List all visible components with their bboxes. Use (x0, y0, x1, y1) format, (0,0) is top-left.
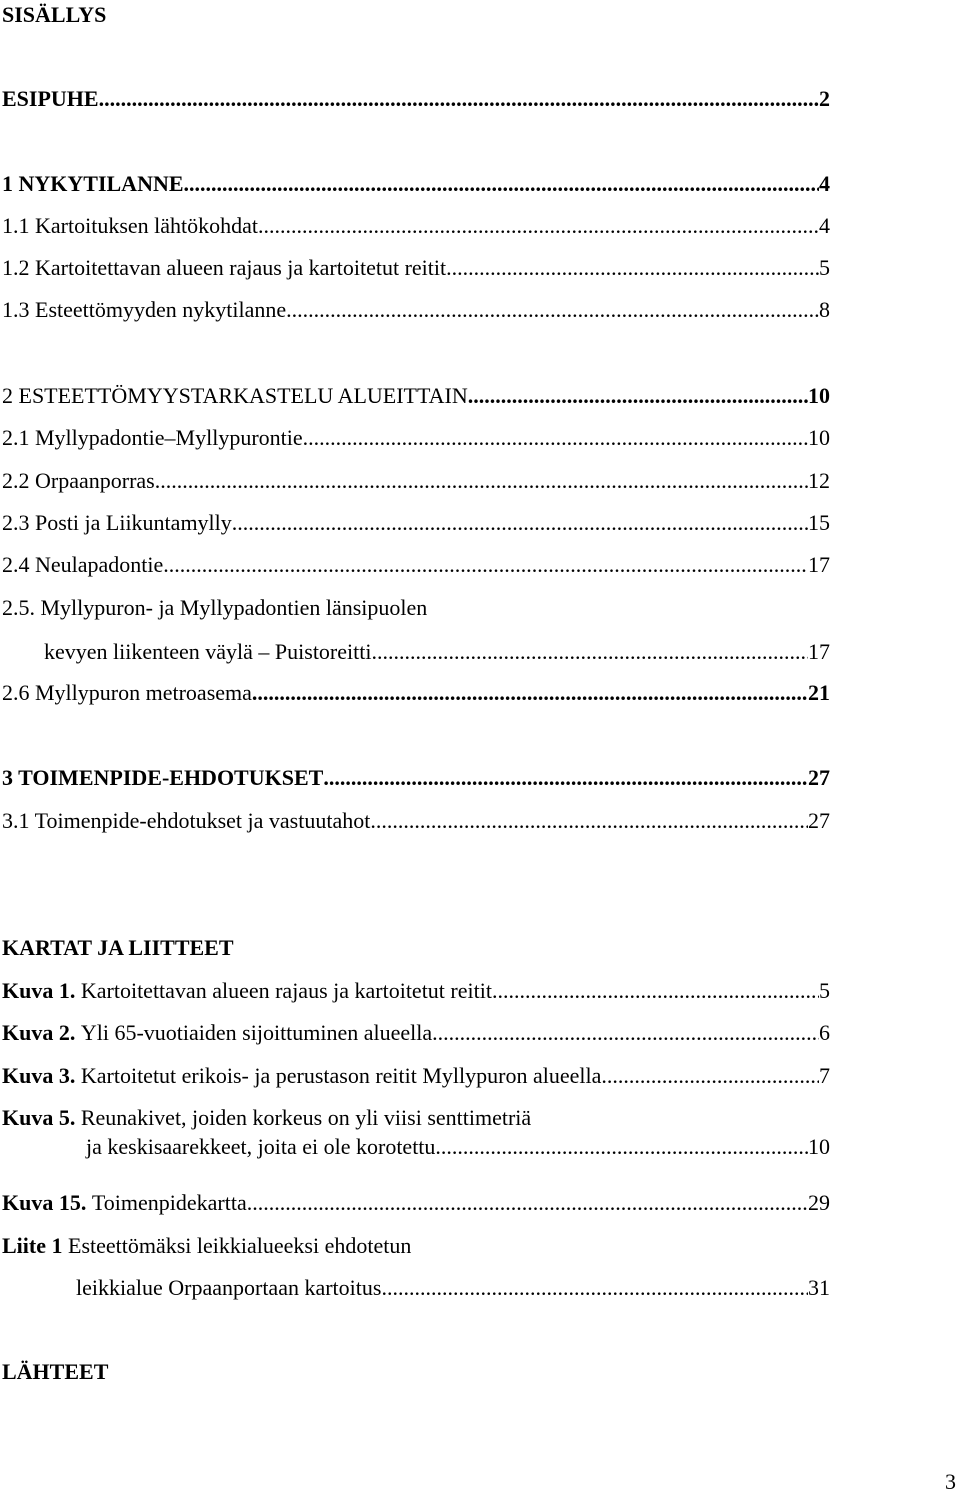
toc-entry[interactable]: 2.5. Myllypuron- ja Myllypadontien länsipuolen (2, 595, 428, 620)
leader-dots (303, 425, 808, 451)
leader-dots (247, 1190, 808, 1216)
page-title: SISÄLLYS (2, 2, 107, 27)
toc-entry[interactable]: 1 NYKYTILANNE ..... 4 (2, 171, 830, 197)
leader-dots (432, 1020, 819, 1046)
leader-dots (163, 552, 808, 578)
leader-dots (99, 86, 819, 112)
toc-entry[interactable]: 2 ESTEETTÖMYYSTARKASTELU ALUEITTAIN ..... 10 (2, 383, 830, 409)
leader-dots (232, 510, 808, 536)
figure-entry[interactable]: ja keskisaarekkeet, joita ei ole korotettu ..... 10 (86, 1134, 830, 1160)
leader-dots (252, 680, 808, 706)
toc-entry[interactable]: 2.4 Neulapadontie ..... 17 (2, 552, 830, 578)
toc-entry[interactable]: 2.3 Posti ja Liikuntamylly ..... 15 (2, 510, 830, 536)
figure-entry[interactable]: Kuva 5. Reunakivet, joiden korkeus on yli viisi senttimetriä (2, 1105, 532, 1130)
leader-dots (601, 1063, 819, 1089)
toc-entry[interactable]: 1.3 Esteettömyyden nykytilanne ..... 8 (2, 297, 830, 323)
leader-dots (371, 639, 808, 665)
leader-dots (258, 213, 819, 239)
figure-entry[interactable]: Kuva 15. Toimenpidekartta ..... 29 (2, 1190, 830, 1216)
figure-entry[interactable]: Kuva 2. Yli 65-vuotiaiden sijoittuminen alueella ..... 6 (2, 1020, 830, 1046)
leader-dots (286, 297, 819, 323)
toc-entry[interactable]: 2.6 Myllypuron metroasema ..... 21 (2, 680, 830, 706)
leader-dots (446, 255, 819, 281)
toc-entry[interactable]: kevyen liikenteen väylä – Puistoreitti ..... 17 (44, 639, 830, 665)
leader-dots (155, 468, 808, 494)
leader-dots (381, 1275, 808, 1301)
leader-dots (468, 383, 808, 409)
toc-entry[interactable]: 2.1 Myllypadontie–Myllypurontie ..... 10 (2, 425, 830, 451)
figure-entry[interactable]: Kuva 3. Kartoitetut erikois- ja perustason reitit Myllypuron alueella ..... 7 (2, 1063, 830, 1089)
references-heading[interactable]: LÄHTEET (2, 1359, 109, 1384)
figure-entry[interactable]: Kuva 1. Kartoitettavan alueen rajaus ja kartoitetut reitit ..... 5 (2, 978, 830, 1004)
toc-entry[interactable]: 3.1 Toimenpide-ehdotukset ja vastuutahot ..... 27 (2, 808, 830, 834)
toc-entry[interactable]: ESIPUHE ..... 2 (2, 86, 830, 112)
appendix-entry[interactable]: Liite 1 Esteettömäksi leikkialueeksi ehdotetun (2, 1233, 412, 1258)
leader-dots (435, 1134, 808, 1160)
appendix-entry[interactable]: leikkialue Orpaanportaan kartoitus ..... 31 (76, 1275, 830, 1301)
leader-dots (492, 978, 819, 1004)
toc-entry[interactable]: 3 TOIMENPIDE-EHDOTUKSET ..... 27 (2, 765, 830, 791)
toc-entry[interactable]: 2.2 Orpaanporras ..... 12 (2, 468, 830, 494)
leader-dots (184, 171, 819, 197)
section-heading: KARTAT JA LIITTEET (2, 935, 234, 960)
leader-dots (323, 765, 808, 791)
leader-dots (370, 808, 808, 834)
toc-entry[interactable]: 1.2 Kartoitettavan alueen rajaus ja kartoitetut reitit ..... 5 (2, 255, 830, 281)
toc-entry[interactable]: 1.1 Kartoituksen lähtökohdat ..... 4 (2, 213, 830, 239)
page-number: 3 (945, 1469, 956, 1494)
